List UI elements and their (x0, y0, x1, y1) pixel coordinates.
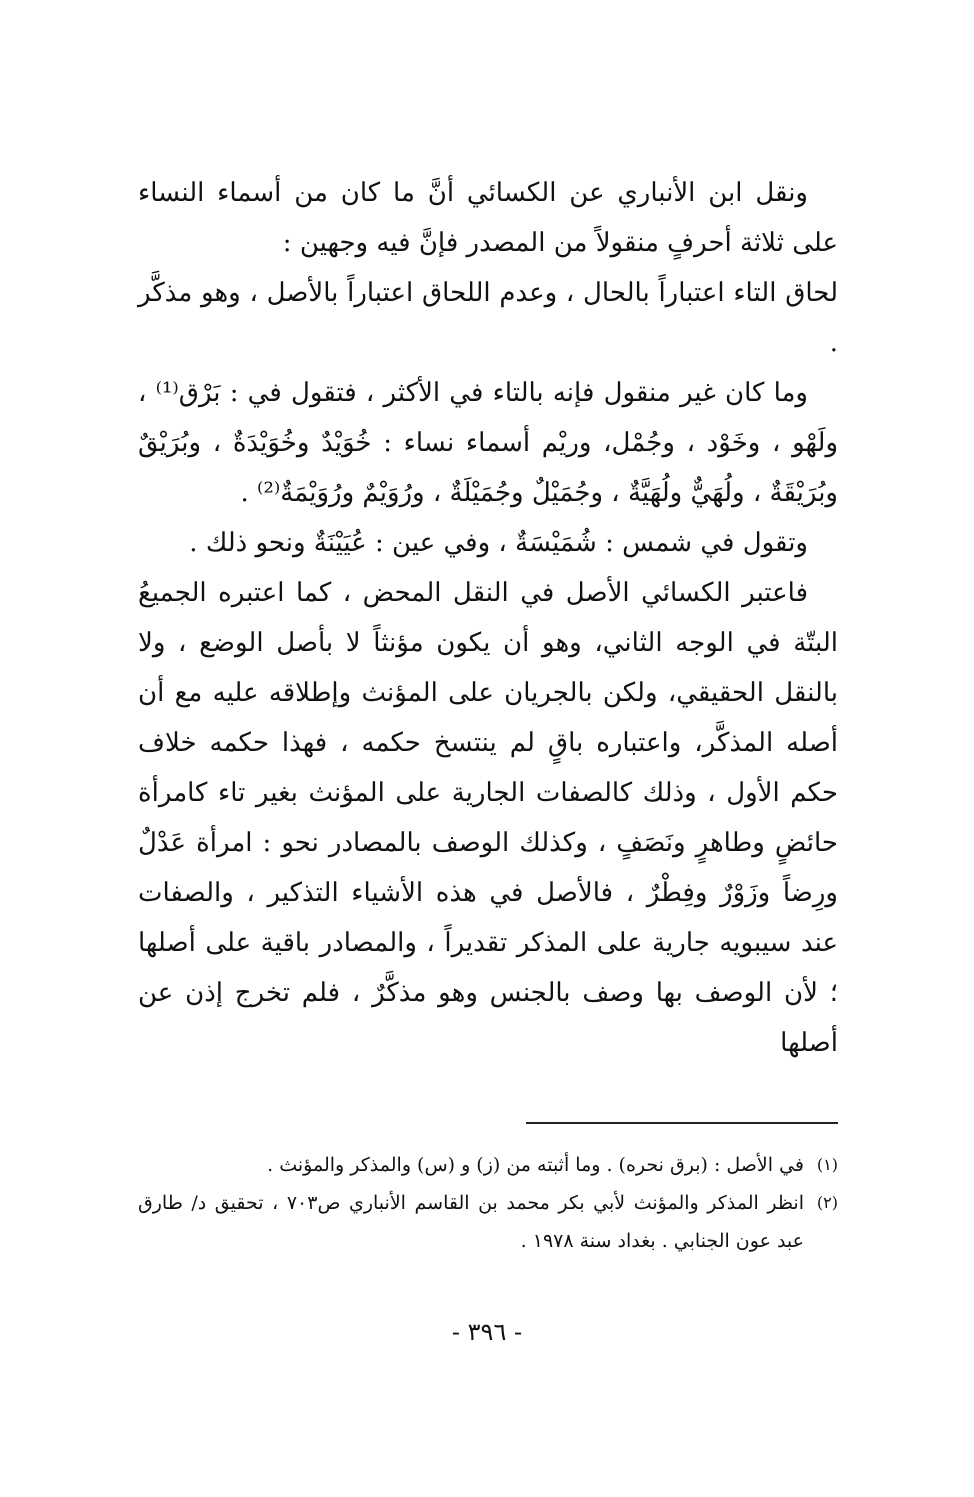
footnotes (138, 1146, 838, 1260)
page-number: - ٣٩٦ - (451, 1318, 523, 1346)
footnote-2 (138, 1184, 838, 1260)
paragraph-3: وما كان غير منقول فإنه بالتاء في الأكثر ، فتقول في : بَرْق⁽¹⁾ ، ولَهْو ، وخَوْد ، وجُمْل، وريْم أسماء نساء : خُوَيْدٌ وخُوَيْدَةٌ ، وبُرَيْقٌ وبُرَيْقَةٌ ، ولُهَيٌّ ولُهَيَّةٌ ، وجُمَيْلٌ وجُمَيْلَةٌ ، ورُوَيْمٌ ورُوَيْمَةٌ⁽²⁾ . (138, 378, 838, 508)
footnote-number: (٢) (816, 1193, 838, 1212)
footnote-text: انظر المذكر والمؤنث لأبي بكر محمد بن القاسم الأنباري ص٧٠٣ ، تحقيق د/ طارق عبد عون الجنابي . بغداد سنة ١٩٧٨ . (138, 1192, 804, 1252)
footnote-divider (526, 1122, 838, 1124)
footnote-text: في الأصل : (برق نحره) . وما أثبته من (ز) و (س) والمذكر والمؤنث . (267, 1154, 804, 1176)
footnote-number: (١) (816, 1155, 838, 1174)
main-text (138, 168, 838, 1068)
paragraph-5: فاعتبر الكسائي الأصل في النقل المحض ، كما اعتبره الجميعُ البتّة في الوجه الثاني، وهو أن يكون مؤنثاً لا بأصل الوضع ، ولا بالنقل الحقيقي، ولكن بالجريان على المؤنث وإطلاقه عليه مع أن أصله المذكَّر، واعتباره باقٍ لم ينتسخ حكمه ، فهذا حكمه خلاف حكم الأول ، وذلك كالصفات الجارية على المؤنث بغير تاء كامرأة حائضٍ وطاهرٍ ونَصَفٍ ، وكذلك الوصف بالمصادر نحو : امرأة عَدْلٌ ورِضاً وزَوْرٌ وفِطْرٌ ، فالأصل في هذه الأشياء التذكير ، والصفات عند سيبويه جارية على المذكر تقديراً ، والمصادر باقية على أصلها ؛ لأن الوصف بها وصف بالجنس وهو مذكَّرٌ ، فلم تخرج إذن عن أصلها (138, 578, 838, 1058)
paragraph-4: وتقول في شمس : شُمَيْسَةٌ ، وفي عين : عُيَيْنَةٌ ونحو ذلك . (189, 528, 808, 558)
paragraph-2: لحاق التاء اعتباراً بالحال ، وعدم اللحاق اعتباراً بالأصل ، وهو مذكَّر . (138, 278, 838, 358)
footnote-1 (138, 1146, 838, 1184)
paragraph-1: ونقل ابن الأنباري عن الكسائي أنَّ ما كان من أسماء النساء على ثلاثة أحرفٍ منقولاً من المصدر فإنَّ فيه وجهين : (138, 178, 838, 258)
